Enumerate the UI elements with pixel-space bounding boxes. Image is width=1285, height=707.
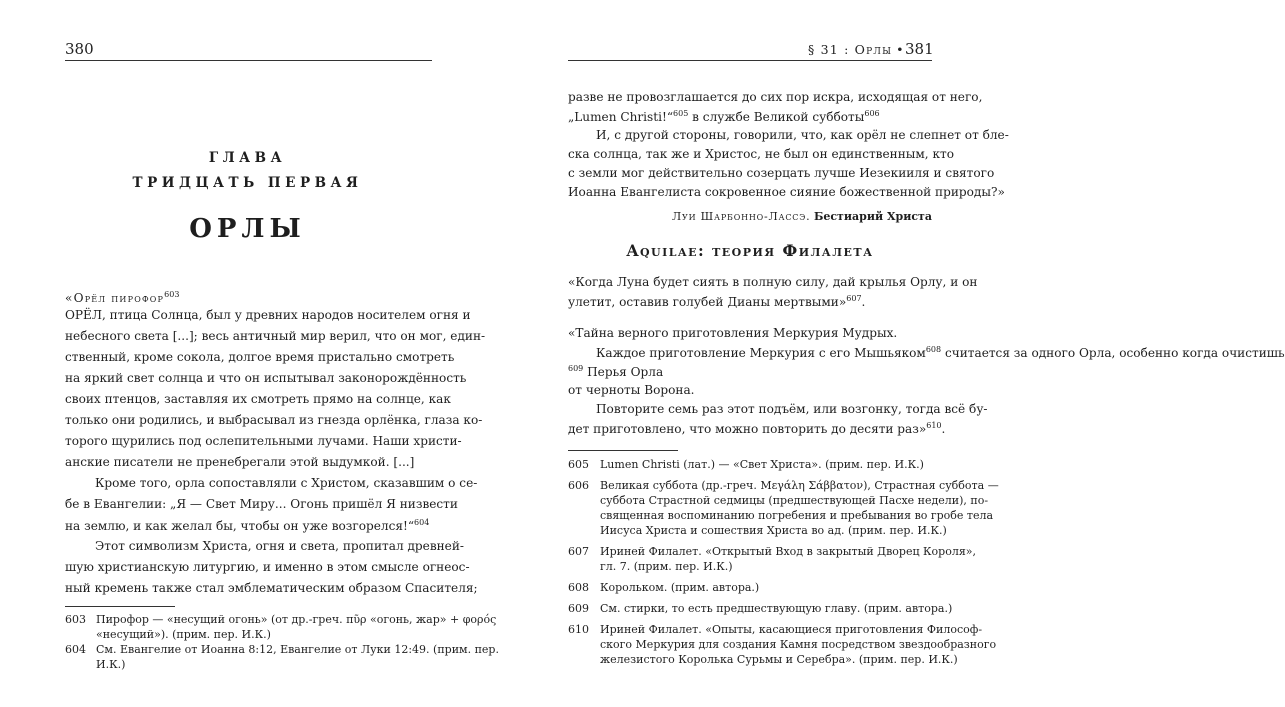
quote-line: «Тайна верного приготовления Меркурия Мудрых.	[568, 326, 898, 340]
body-line: Кроме того, орла сопоставляли с Христом, сказавшим о се-	[95, 476, 478, 490]
body-line: торого щурились под ослепительными лучами. Наши христи-	[65, 434, 462, 448]
quote-line: «Когда Луна будет сиять в полную силу, дай крылья Орлу, и он	[568, 275, 978, 289]
body-line: анские писатели не пренебрегали этой выдумкой. [...]	[65, 455, 415, 469]
body-line: „Lumen Christi!“$^{605}$ в службе Великой субботы$^{606}$	[568, 109, 880, 124]
quote-line: улетит, оставив голубей Дианы мертвыми»$^{607}$.	[568, 294, 866, 309]
body-line: шую христианскую литургию, и именно в этом смысле огнеос-	[65, 560, 470, 574]
footnote-line: гл. 7. (прим. пер. И.К.)	[600, 560, 733, 573]
running-header: § 31 : Орлы •	[808, 42, 904, 57]
body-line: ОРЁЛ, птица Солнца, был у древних народов носителем огня и	[65, 308, 471, 322]
body-line: И, с другой стороны, говорили, что, как орёл не слепнет от бле-	[596, 128, 1009, 142]
page-number: 380	[65, 40, 94, 58]
footnote-separator	[568, 450, 678, 451]
left-page	[0, 0, 500, 707]
footnote-line: железистого Королька Сурьмы и Серебра». (прим. пер. И.К.)	[600, 653, 958, 666]
footnote-number: 604	[65, 643, 86, 656]
attribution: Луи Шарбонно-Лассэ. Бестиарий Христа	[672, 210, 932, 223]
footnote-number: 607	[568, 545, 589, 558]
footnote-line: суббота Страстной седмицы (предшествующей Пасхе недели), по-	[600, 494, 989, 507]
body-line: своих птенцов, заставляя их смотреть прямо на солнце, как	[65, 392, 451, 406]
footnote-line: Великая суббота (др.-греч. Μεγάλη Σάββατον), Страстная суббота —	[600, 479, 999, 492]
body-line: разве не провозглашается до сих пор искра, исходящая от него,	[568, 90, 983, 104]
bullet-separator: •	[896, 42, 904, 57]
quote-line: от черноты Ворона.	[568, 383, 695, 397]
body-line: ственный, кроме сокола, долгое время пристально смотреть	[65, 350, 455, 364]
body-line: на яркий свет солнца и что он испытывал законорождённость	[65, 371, 467, 385]
footnote-number: 608	[568, 581, 589, 594]
footnote-line: Иисуса Христа и сошествия Христа во ад. (прим. пер. И.К.)	[600, 524, 947, 537]
right-page	[500, 0, 1285, 707]
body-line: Иоанна Евангелиста сокровенное сияние божественной природы?»	[568, 185, 1005, 199]
footnote-line: Lumen Christi (лат.) — «Свет Христа». (прим. пер. И.К.)	[600, 458, 924, 471]
header-rule	[568, 60, 932, 61]
footnote-number: 609	[568, 602, 589, 615]
footnote-separator	[65, 606, 175, 607]
chapter-kicker: ТРИДЦАТЬ ПЕРВАЯ	[132, 175, 363, 191]
header-rule	[65, 60, 432, 61]
section-heading: Aquilae: теория Филалета	[626, 241, 874, 260]
footnote-line: «несущий»). (прим. пер. И.К.)	[96, 628, 271, 641]
page-number: 381	[905, 40, 934, 58]
quote-line: $^{609}$ Перья Орла	[568, 364, 664, 379]
quote-line: Каждое приготовление Меркурия с его Мышьяком$^{608}$ считается за одного Орла, особенно когда очистишь	[596, 345, 1285, 360]
body-line: с земли мог действительно созерцать лучше Иезекииля и святого	[568, 166, 995, 180]
body-line: небесного света [...]; весь античный мир верил, что он мог, един-	[65, 329, 486, 343]
quote-line: Повторите семь раз этот подъём, или возгонку, тогда всё бу-	[596, 402, 988, 416]
body-line: бе в Евангелии: „Я — Свет Миру... Огонь пришёл Я низвести	[65, 497, 458, 511]
body-line: на землю, и как желал бы, чтобы он уже возгорелся!“$^{604}$	[65, 518, 430, 533]
footnote-line: См. Евангелие от Иоанна 8:12, Евангелие от Луки 12:49. (прим. пер.	[96, 643, 499, 656]
footnote-number: 603	[65, 613, 86, 626]
footnote-number: 605	[568, 458, 589, 471]
footnote-line: Ириней Филалет. «Опыты, касающиеся приготовления Философ-	[600, 623, 983, 636]
footnote-number: 610	[568, 623, 589, 636]
footnote-line: Пирофор — «несущий огонь» (от др.-греч. πῦρ «огонь, жар» + φορός	[96, 613, 497, 626]
chapter-kicker: ГЛАВА	[208, 150, 287, 166]
body-line: только они родились, и выбрасывал из гнезда орлёнка, глаза ко-	[65, 413, 483, 427]
epigraph-heading: «Орёл пирофор$^{603}$	[65, 290, 180, 305]
body-line: Этот символизм Христа, огня и света, пропитал древней-	[95, 539, 464, 553]
footnote-line: Ириней Филалет. «Открытый Вход в закрытый Дворец Короля»,	[600, 545, 976, 558]
footnote-line: См. стирки, то есть предшествующую главу. (прим. автора.)	[600, 602, 953, 615]
quote-line: дет приготовлено, что можно повторить до десяти раз»$^{610}$.	[568, 421, 946, 436]
chapter-title: ОРЛЫ	[189, 214, 306, 244]
footnote-line: И.К.)	[96, 658, 126, 671]
footnote-line: ского Меркурия для создания Камня посредством звездообразного	[600, 638, 997, 651]
footnote-number: 606	[568, 479, 589, 492]
body-line: ный кремень также стал эмблематическим образом Спасителя;	[65, 581, 478, 595]
footnote-line: Корольком. (прим. автора.)	[600, 581, 760, 594]
body-line: ска солнца, так же и Христос, не был он единственным, кто	[568, 147, 955, 161]
footnote-line: священная воспоминанию погребения и пребывания во гробе тела	[600, 509, 994, 522]
